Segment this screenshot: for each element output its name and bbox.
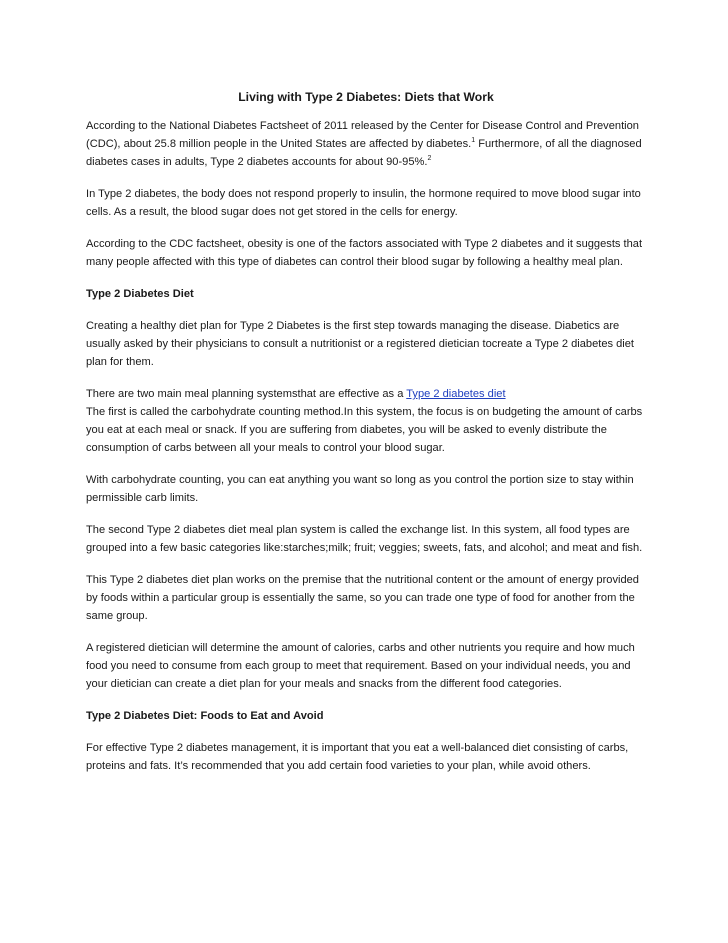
obesity-paragraph: According to the CDC factsheet, obesity is one of the factors associated with Type 2 diabetes and it suggests that many people affected with this type of diabetes can control their blood sugar by following a healthy meal plan. [86, 238, 643, 268]
diet-plan-paragraph: Creating a healthy diet plan for Type 2 Diabetes is the first step towards managing the disease. Diabetics are usually asked by their physicians to consult a nutritionist or a registered dietician tocreate a Type 2 diabetes diet plan for them. [86, 320, 635, 368]
intro-paragraph [86, 117, 646, 171]
section-heading-foods: Type 2 Diabetes Diet: Foods to Eat and Avoid [86, 710, 324, 722]
dietician-paragraph: A registered dietician will determine the amount of calories, carbs and other nutrients you require and how much food you need to consume from each group to meet that requirement. Based on your individual needs, you and your dietician can create a diet plan for your meals and snacks from the different food categories. [86, 642, 635, 690]
section-heading-diet: Type 2 Diabetes Diet [86, 288, 194, 300]
intro-text-2: Furthermore, of all the diagnosed diabetes cases in adults, Type 2 diabetes accounts for about 90-95%. [86, 138, 642, 168]
effective-management-paragraph: For effective Type 2 diabetes management, it is important that you eat a well-balanced diet consisting of carbs, proteins and fats. It’s recommended that you add certain food varieties to your plan, while avoid others. [86, 742, 629, 772]
premise-paragraph: This Type 2 diabetes diet plan works on the premise that the nutritional content or the amount of energy provided by foods within a particular group is essentially the same, so you can trade one type of food for another from the same group. [86, 574, 639, 622]
meal-systems-intro: There are two main meal planning systemsthat are effective as a [86, 388, 407, 400]
intro-text-1: According to the National Diabetes Factsheet of 2011 released by the Center for Disease Control and Prevention (CDC), about 25.8 million people in the United States are affected by diabetes. [86, 120, 639, 150]
carb-counting-paragraph: With carbohydrate counting, you can eat anything you want so long as you control the portion size to stay within permissible carb limits. [86, 474, 634, 504]
footnote-ref-2: 2 [427, 155, 432, 162]
meal-systems-paragraph [86, 385, 646, 457]
document-title: Living with Type 2 Diabetes: Diets that Work [238, 90, 494, 104]
exchange-list-paragraph: The second Type 2 diabetes diet meal plan system is called the exchange list. In this system, all food types are grouped into a few basic categories like:starches;milk; fruit; veggies; sweets, fats, and alcohol; and meat and fish. [86, 524, 643, 554]
document-page [86, 88, 646, 789]
footnote-ref-1: 1 [471, 137, 476, 144]
insulin-paragraph: In Type 2 diabetes, the body does not respond properly to insulin, the hormone required to move blood sugar into cells. As a result, the blood sugar does not get stored in the cells for energy. [86, 188, 641, 218]
type2-diet-link[interactable]: Type 2 diabetes diet [406, 388, 506, 400]
carb-counting-text: The first is called the carbohydrate counting method.In this system, the focus is on budgeting the amount of carbs you eat at each meal or snack. If you are suffering from diabetes, you will be asked to evenly distribute the consumption of carbs between all your meals to control your blood sugar. [86, 406, 643, 454]
